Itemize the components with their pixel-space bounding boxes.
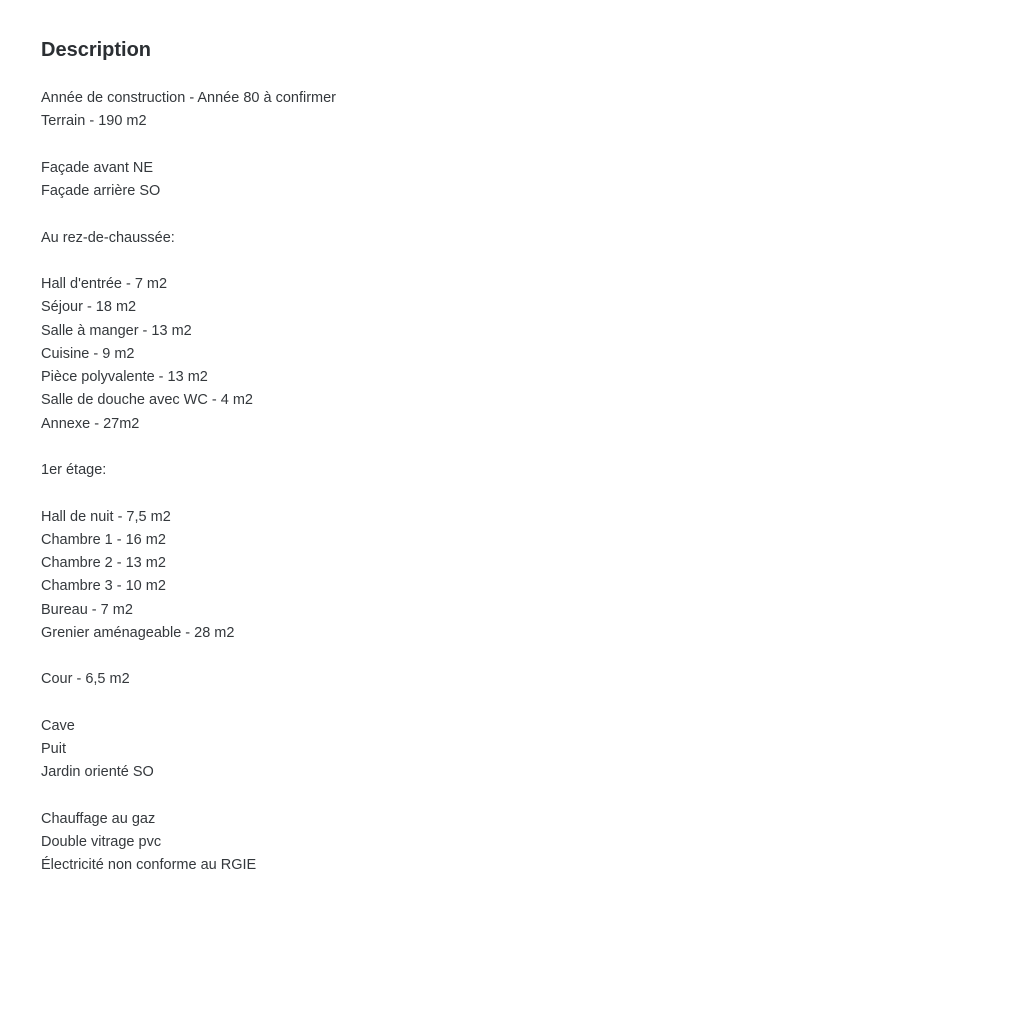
blank-line xyxy=(41,785,941,808)
description-line: Salle de douche avec WC - 4 m2 xyxy=(41,392,253,409)
blank-line xyxy=(41,203,941,226)
description-line: 1er étage: xyxy=(41,462,107,478)
description-line: Électricité non conforme au RGIE xyxy=(41,857,257,874)
description-line: Grenier aménageable - 28 m2 xyxy=(41,624,235,641)
blank-line xyxy=(41,482,941,505)
section-title: Description xyxy=(41,39,152,61)
description-line: Cuisine - 9 m2 xyxy=(41,345,135,362)
description-line: Double vitrage pvc xyxy=(41,834,162,850)
blank-line xyxy=(41,645,941,668)
description-line: Cave xyxy=(41,717,75,734)
description-line: Séjour - 18 m2 xyxy=(41,299,137,316)
description-line: Façade arrière SO xyxy=(41,183,161,199)
description-section xyxy=(41,36,941,878)
description-line: Année de construction - Année 80 à confirmer xyxy=(41,90,337,106)
description-line: Terrain - 190 m2 xyxy=(41,113,147,130)
description-line: Façade avant NE xyxy=(41,159,154,176)
description-body xyxy=(41,87,941,878)
description-line: Cour - 6,5 m2 xyxy=(41,671,130,688)
description-line: Pièce polyvalente - 13 m2 xyxy=(41,369,208,385)
description-line: Chauffage au gaz xyxy=(41,810,156,827)
blank-line xyxy=(41,436,941,459)
description-line: Chambre 1 - 16 m2 xyxy=(41,531,166,548)
description-line: Au rez-de-chaussée: xyxy=(41,229,175,246)
blank-line xyxy=(41,134,941,157)
description-line: Puit xyxy=(41,741,66,757)
blank-line xyxy=(41,692,941,715)
description-line: Bureau - 7 m2 xyxy=(41,601,133,618)
description-line: Jardin orienté SO xyxy=(41,764,154,781)
description-line: Annexe - 27m2 xyxy=(41,415,140,432)
description-line: Chambre 2 - 13 m2 xyxy=(41,555,166,571)
description-line: Hall de nuit - 7,5 m2 xyxy=(41,508,171,525)
description-line: Chambre 3 - 10 m2 xyxy=(41,578,166,595)
description-line: Hall d'entrée - 7 m2 xyxy=(41,276,168,292)
description-line: Salle à manger - 13 m2 xyxy=(41,322,192,339)
blank-line xyxy=(41,250,941,273)
